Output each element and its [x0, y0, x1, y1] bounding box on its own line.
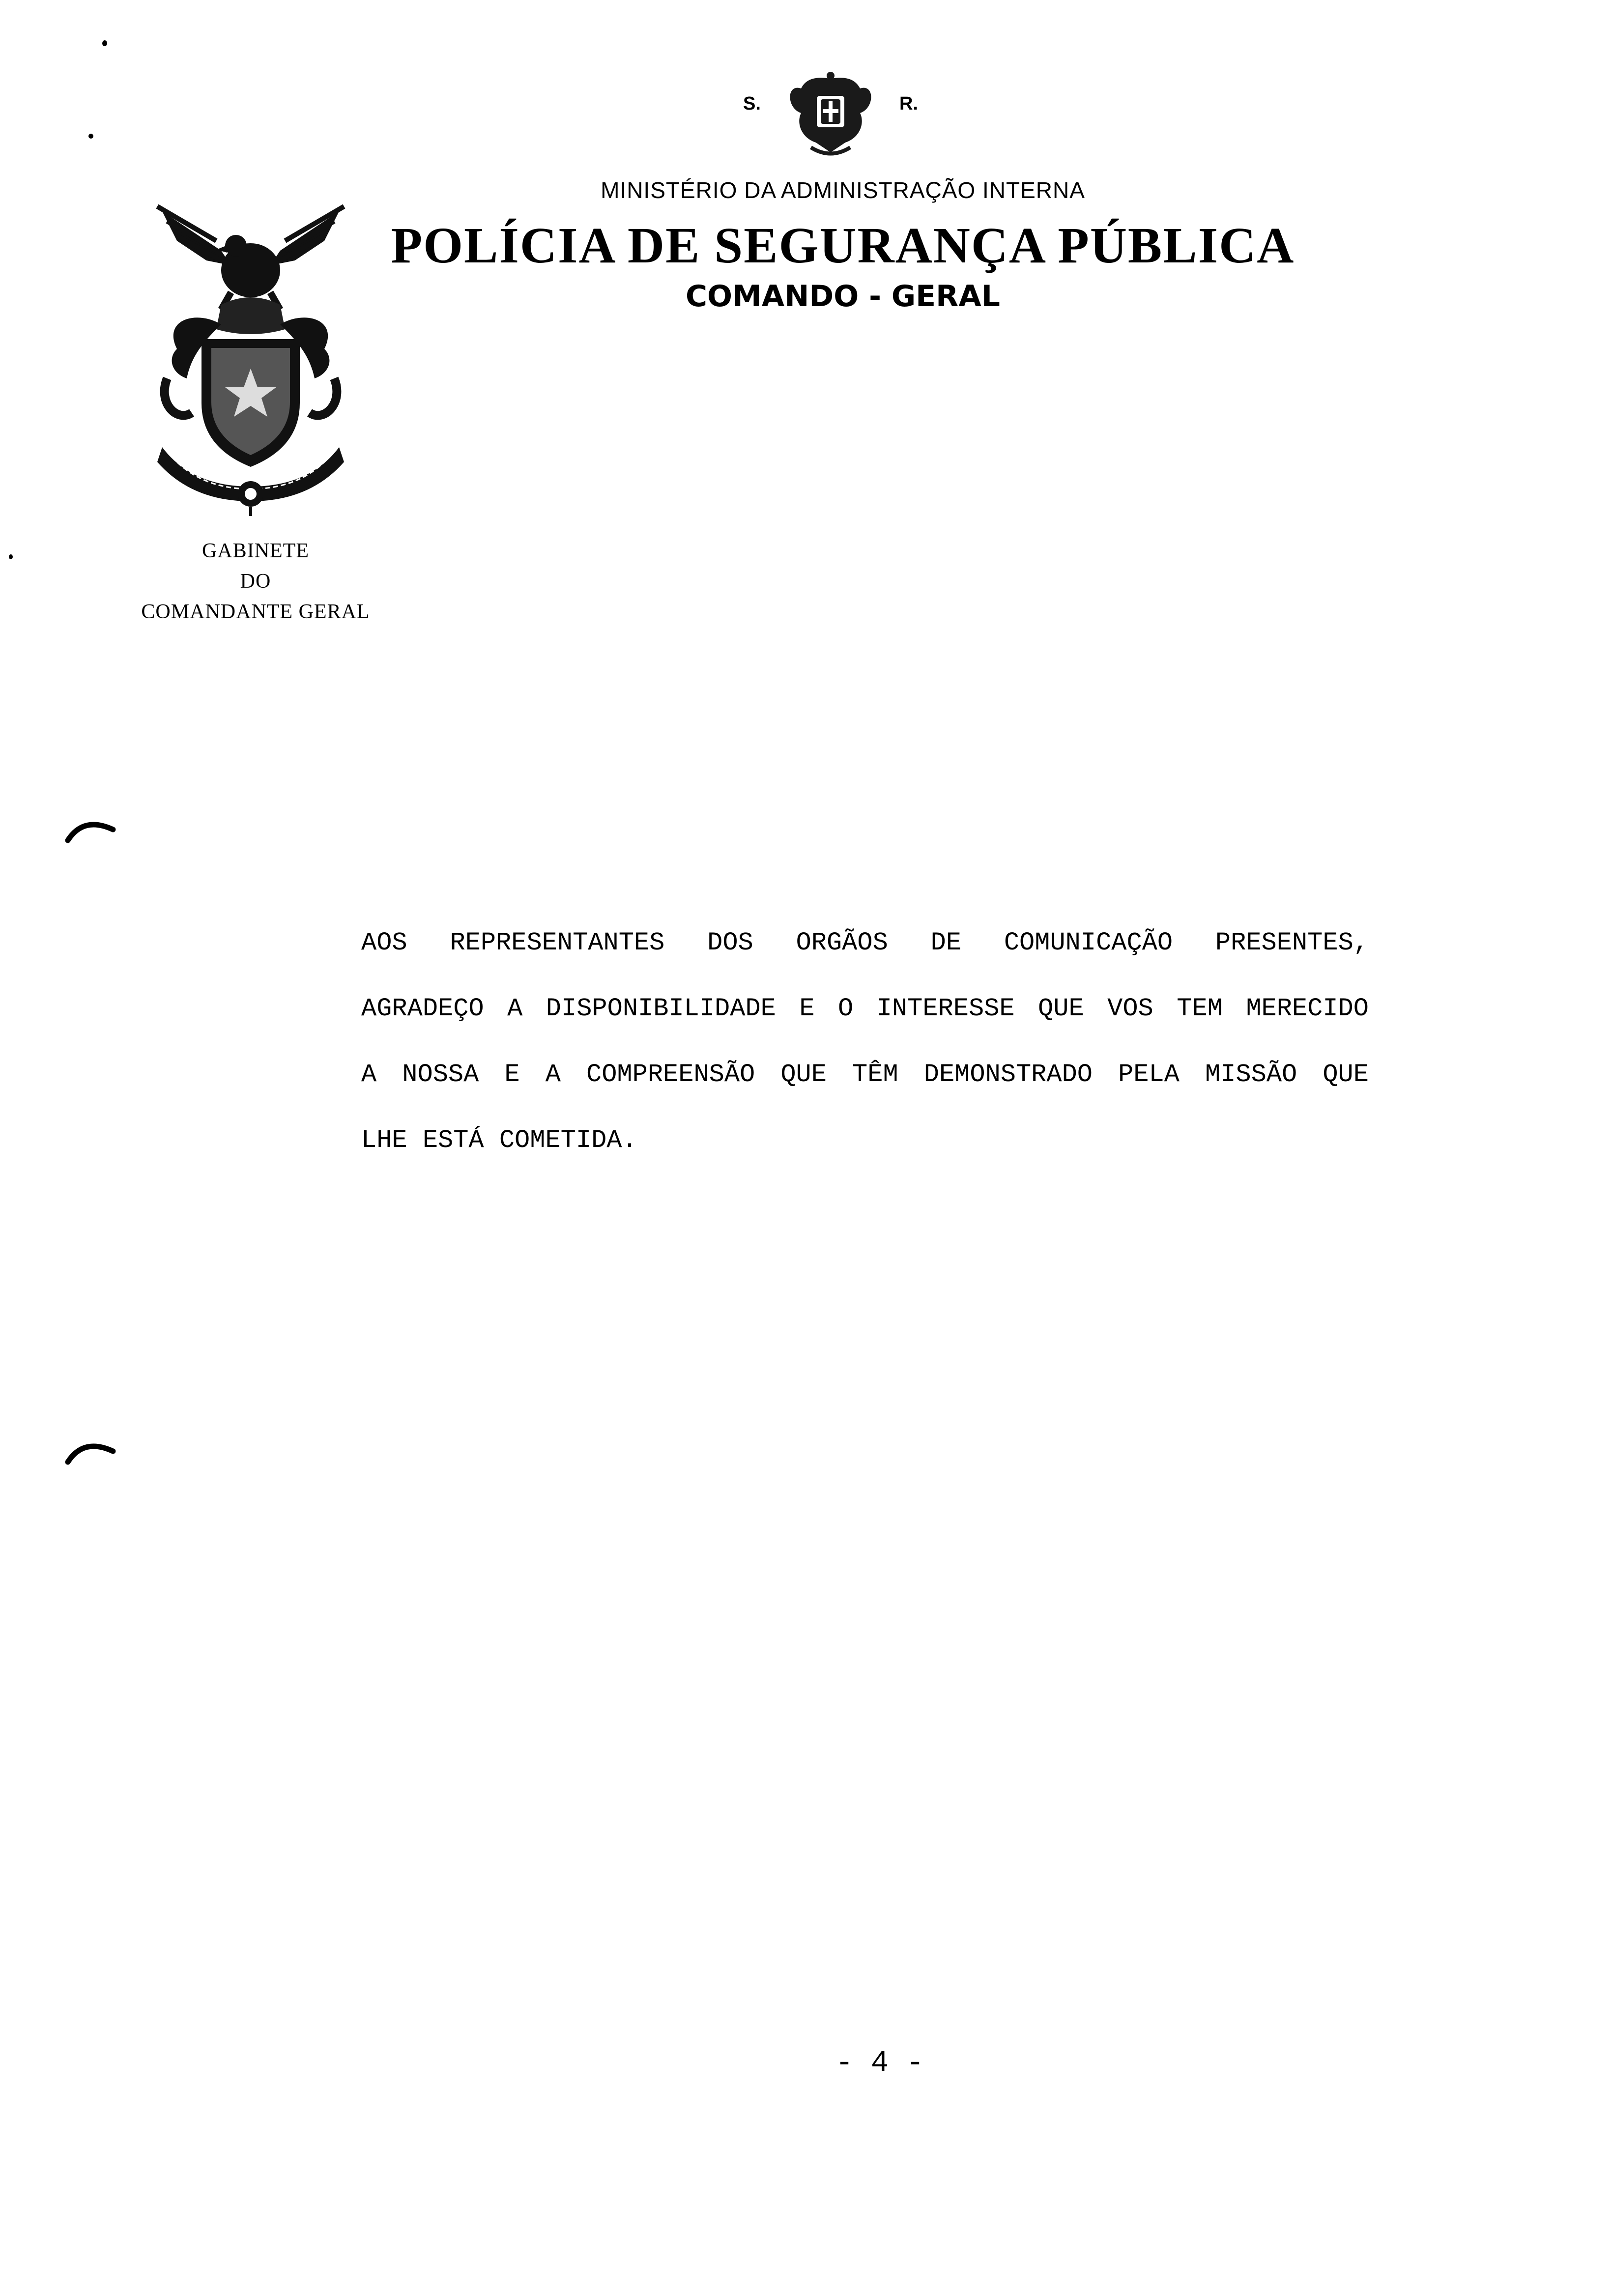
- body-word: TEM: [1177, 994, 1223, 1023]
- coat-left-letter: S.: [743, 93, 761, 114]
- ministry-name: MINISTÉRIO DA ADMINISTRAÇÃO INTERNA: [601, 177, 1085, 203]
- office-line-2: DO: [240, 570, 271, 593]
- body-line-1: [361, 910, 1369, 976]
- body-word: REPRESENTANTES: [450, 928, 665, 957]
- office-line-1: GABINETE: [202, 540, 309, 562]
- hole-punch-mark-icon: [64, 1437, 118, 1467]
- body-word: MISSÃO: [1205, 1060, 1297, 1089]
- office-label: [93, 536, 418, 627]
- scan-speck: [102, 40, 107, 46]
- body-word: QUE: [1038, 994, 1084, 1023]
- body-word: AOS: [361, 928, 407, 957]
- body-word: COMUNICAÇÃO: [1004, 928, 1173, 957]
- body-word: O: [838, 994, 854, 1023]
- scan-speck: [9, 554, 13, 559]
- body-line-3: [361, 1042, 1369, 1108]
- body-word: TÊM: [852, 1060, 898, 1089]
- body-word: DEMONSTRADO: [923, 1060, 1093, 1089]
- body-word: PELA: [1118, 1060, 1180, 1089]
- body-word: DOS: [707, 928, 753, 957]
- psp-eagle-crest-icon: [147, 192, 354, 516]
- body-line-2: [361, 976, 1369, 1042]
- body-word: NOSSA: [402, 1060, 479, 1089]
- body-word: ORGÃOS: [796, 928, 888, 957]
- body-word: COMPREENSÃO: [586, 1060, 755, 1089]
- body-word: INTERESSE: [876, 994, 1015, 1023]
- body-word: A: [361, 1060, 377, 1089]
- body-word: E: [504, 1060, 520, 1089]
- body-word: MERECIDO: [1246, 994, 1369, 1023]
- body-line-4: LHE ESTÁ COMETIDA.: [361, 1126, 637, 1155]
- coat-right-letter: R.: [899, 93, 918, 114]
- letter-body: [361, 910, 1369, 1174]
- body-word: DISPONIBILIDADE: [546, 994, 776, 1023]
- office-line-3: COMANDANTE GERAL: [141, 601, 370, 623]
- body-word: VOS: [1107, 994, 1153, 1023]
- body-word: QUE: [1323, 1060, 1369, 1089]
- page-number: - 4 -: [835, 2047, 924, 2080]
- body-word: PRESENTES,: [1215, 928, 1369, 957]
- portuguese-republic-coat-of-arms-icon: [781, 69, 880, 162]
- body-word: DE: [930, 928, 962, 957]
- body-word: AGRADEÇO: [361, 994, 484, 1023]
- body-word: E: [799, 994, 815, 1023]
- scan-speck: [88, 134, 93, 139]
- division-name: COMANDO - GERAL: [686, 279, 1000, 314]
- body-word: A: [545, 1060, 561, 1089]
- institution-name: POLÍCIA DE SEGURANÇA PÚBLICA: [391, 217, 1295, 274]
- body-word: A: [507, 994, 523, 1023]
- hole-punch-mark-icon: [64, 816, 118, 845]
- body-word: QUE: [780, 1060, 827, 1089]
